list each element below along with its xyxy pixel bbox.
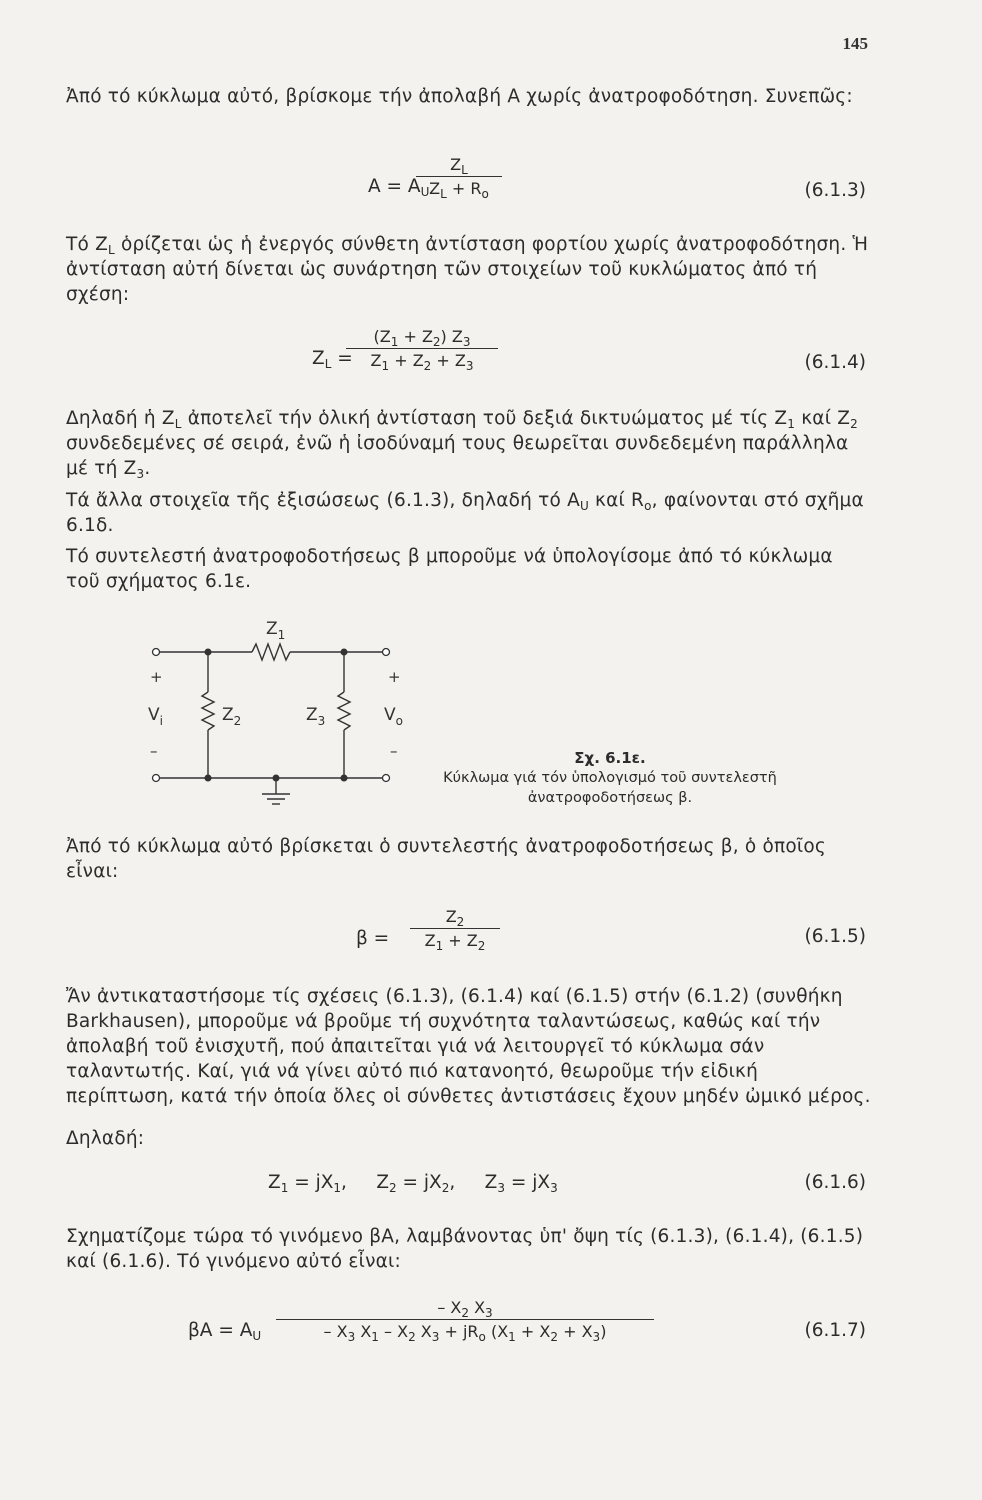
- eq-6-1-6-body: $Z_1 = jX_1$, $Z_2 = jX_2$, $Z_3 = jX_3$: [268, 1172, 558, 1195]
- eq-6-1-4-denominator: $Z_1 + Z_2 + Z_3$: [370, 351, 474, 373]
- eq-6-1-5-numerator: $Z_2$: [445, 907, 465, 929]
- paragraph-intro: Ἀπό τό κύκλωμα αὐτό, βρίσκομε τήν ἀπολαβή Α χωρίς ἀνατροφοδότηση. Συνεπῶς:: [66, 86, 853, 107]
- eq-6-1-7-numerator: – $X_2$ $X_3$: [437, 1298, 493, 1320]
- eq-6-1-3-denominator: $Z_L + R_o$: [429, 179, 489, 201]
- figure-caption-title: Σχ. 6.1ε.: [574, 749, 646, 767]
- feedback-circuit-diagram: [140, 608, 410, 808]
- vo-plus-sign: +: [388, 668, 401, 686]
- eq-6-1-7-number: (6.1.7): [804, 1320, 866, 1341]
- eq-6-1-4-numerator: $(Z_1 + Z_2)$ $Z_3$: [373, 327, 471, 349]
- vo-minus-sign: –: [390, 742, 398, 760]
- z2-label: $Z_2$: [222, 705, 242, 728]
- paragraph-beta-result: Ἀπό τό κύκλωμα αὐτό βρίσκεται ὁ συντελεστής ἀνατροφοδοτήσεως β, ὁ ὁποῖος εἶναι:: [66, 836, 826, 882]
- eq-6-1-7-fraction: [276, 1298, 654, 1344]
- z1-resistor: [252, 644, 290, 660]
- paragraph-product: Σχηματίζομε τώρα τό γινόμενο βΑ, λαμβάνοντας ὑπ' ὄψη τίς (6.1.3), (6.1.4), (6.1.5) καί (6.1.6). Τό γινόμενο αὐτό εἶναι:: [66, 1226, 864, 1272]
- vi-minus-sign: –: [150, 742, 158, 760]
- vi-label: $V_i$: [148, 705, 163, 728]
- eq-6-1-3-fraction: [416, 155, 502, 201]
- input-terminal-top: [153, 649, 160, 656]
- input-terminal-bottom: [153, 775, 160, 782]
- paragraph-substitution: Ἄν ἀντικαταστήσομε τίς σχέσεις (6.1.3), (6.1.4) καί (6.1.5) στήν (6.1.2) (συνθήκη Barkhausen), μποροῦμε νά βροῦμε τή συχνότητα ταλαντώσεως, καθώς καί τήν ἀπολαβή τοῦ ἐνισχυτῆ, πού ἀπαιτεῖται γιά νά λειτουργεῖ τό κύκλωμα σάν ταλαντωτής. Καί, γιά νά γίνει αὐτό πιό κατανοητό, θεωροῦμε τήν εἰδική περίπτωση, κατά τήν ὁποία ὅλες οἱ σύνθετες ἀντιστάσεις ἔχουν μηδέν ὠμικό μέρος.: [66, 986, 871, 1107]
- eq-6-1-6-number: (6.1.6): [804, 1172, 866, 1193]
- eq-6-1-4-fraction: [346, 327, 498, 373]
- eq-6-1-5-number: (6.1.5): [804, 926, 866, 947]
- eq-6-1-7-lhs: $\beta A = A_U$: [188, 1320, 262, 1343]
- vi-plus-sign: +: [150, 668, 163, 686]
- z2-resistor: [202, 692, 214, 730]
- figure-caption: [440, 748, 780, 808]
- page-number: 145: [842, 34, 868, 53]
- paragraph-zl-definition: Τό $Z_L$ ὁρίζεται ὡς ἡ ἐνεργός σύνθετη ἀντίσταση φορτίου χωρίς ἀνατροφοδότηση. Ἡ ἀντίσταση αὐτή δίνεται ὡς συνάρτηση τῶν στοιχείων τοῦ κυκλώματος ἀπό τή σχέση:: [66, 234, 869, 305]
- eq-6-1-7-denominator: – $X_3$ $X_1 - X_2$ $X_3 + jR_o$ $(X_1 + X_2 + X_3)$: [323, 1322, 607, 1344]
- vo-label: $V_o$: [384, 705, 403, 728]
- z3-resistor: [338, 692, 350, 730]
- eq-6-1-3-numerator: $Z_L$: [450, 155, 468, 177]
- paragraph-feedback-intro: Τό συντελεστή ἀνατροφοδοτήσεως β μποροῦμε νά ὑπολογίσομε ἀπό τό κύκλωμα τοῦ σχήματος 6.1ε.: [66, 546, 833, 592]
- output-terminal-top: [383, 649, 390, 656]
- figure-caption-text: Κύκλωμα γιά τόν ὑπολογισμό τοῦ συντελεστῆ ἀνατροφοδοτήσεως β.: [443, 770, 777, 806]
- eq-6-1-5-denominator: $Z_1 + Z_2$: [424, 931, 486, 953]
- eq-6-1-5-lhs: β =: [356, 928, 390, 949]
- eq-6-1-3-lhs: $A = A_U$: [368, 176, 430, 199]
- paragraph-namely: Δηλαδή:: [66, 1128, 145, 1149]
- eq-6-1-3-number: (6.1.3): [804, 180, 866, 201]
- output-terminal-bottom: [383, 775, 390, 782]
- paragraph-zl-explanation: Δηλαδή ἡ $Z_L$ ἀποτελεῖ τήν ὁλική ἀντίσταση τοῦ δεξιά δικτυώματος μέ τίς $Z_1$ καί $Z_2$ συνδεδεμένες σέ σειρά, ἐνῶ ἡ ἰσοδύναμή τους θεωρεῖται συνδεδεμένη παράλληλα μέ τή $Z_3$.: [66, 408, 858, 481]
- eq-6-1-4-number: (6.1.4): [804, 352, 866, 373]
- eq-6-1-5-fraction: [410, 907, 500, 953]
- z1-label: $Z_1$: [266, 619, 286, 642]
- eq-6-1-4-lhs: $Z_L$ =: [312, 348, 353, 371]
- z3-label: $Z_3$: [306, 705, 326, 728]
- paragraph-other-elements: Τά ἄλλα στοιχεῖα τῆς ἐξισώσεως (6.1.3), δηλαδή τό $A_U$ καί $R_o$, φαίνονται στό σχῆμα 6.1δ.: [66, 490, 864, 536]
